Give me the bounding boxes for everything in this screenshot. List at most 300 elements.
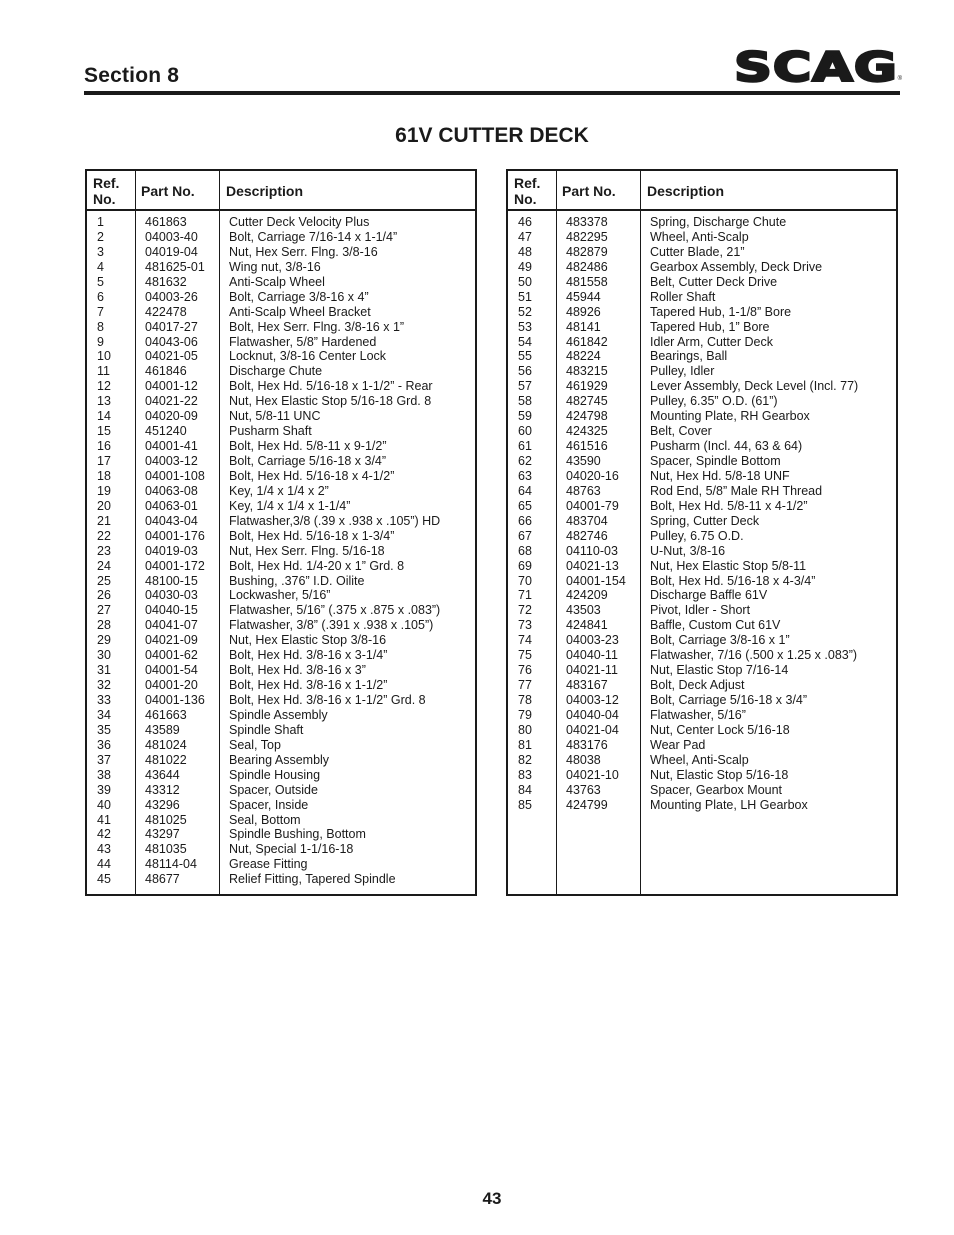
cell-ref-no: 72 xyxy=(518,603,532,618)
cell-description: Bolt, Carriage 5/16-18 x 3/4” xyxy=(229,454,387,468)
cell-description: Bearings, Ball xyxy=(650,349,728,364)
cell-description: Spring, Cutter Deck xyxy=(650,513,760,528)
table-row xyxy=(508,514,896,529)
cell-description: Bolt, Hex Hd. 5/8-11 x 4-1/2” xyxy=(650,498,808,513)
cell-part-no: 04041-07 xyxy=(145,618,198,633)
table-row xyxy=(87,753,475,768)
cell-ref-no: 41 xyxy=(97,812,111,827)
cell-description: Pulley, 6.75 O.D. xyxy=(650,528,744,543)
cell-description: Bearing Assembly xyxy=(229,752,330,767)
cell-ref-no: 27 xyxy=(97,603,111,618)
cell-part-no: 04001-12 xyxy=(145,379,198,394)
cell-ref-no: 50 xyxy=(518,274,532,289)
cell-ref-no: 70 xyxy=(518,573,532,588)
cell-description: Bolt, Carriage 3/8-16 x 1” xyxy=(650,633,790,648)
table-header xyxy=(87,171,475,211)
cell-description: Cutter Blade, 21” xyxy=(650,244,745,259)
table-row xyxy=(508,275,896,290)
cell-ref-no: 66 xyxy=(518,513,532,528)
cell-part-no: 481632 xyxy=(145,274,187,289)
cell-part-no: 04001-41 xyxy=(145,439,198,454)
cell-description: Belt, Cutter Deck Drive xyxy=(650,274,778,289)
table-header xyxy=(508,171,896,211)
cell-ref-no: 55 xyxy=(518,349,532,364)
cell-part-no: 483167 xyxy=(566,678,608,693)
table-row xyxy=(508,798,896,813)
cell-ref-no: 65 xyxy=(518,498,532,513)
cell-ref-no: 19 xyxy=(97,483,111,498)
cell-part-no: 04003-12 xyxy=(145,454,198,468)
cell-part-no: 04001-176 xyxy=(145,528,205,543)
cell-part-no: 424841 xyxy=(566,618,608,633)
cell-part-no: 43503 xyxy=(566,603,601,618)
cell-description: Bolt, Hex Hd. 3/8-16 x 1-1/2” Grd. 8 xyxy=(229,693,426,707)
cell-part-no: 04019-04 xyxy=(145,244,198,259)
cell-ref-no: 43 xyxy=(97,842,111,857)
table-row xyxy=(508,215,896,230)
cell-part-no: 483176 xyxy=(566,737,608,752)
table-row xyxy=(508,409,896,424)
cell-part-no: 48100-15 xyxy=(145,573,198,588)
cell-ref-no: 13 xyxy=(97,394,111,409)
cell-description: Nut, Special 1-1/16-18 xyxy=(229,842,354,857)
cell-ref-no: 18 xyxy=(97,468,111,483)
cell-description: Spindle Bushing, Bottom xyxy=(229,827,366,842)
table-row xyxy=(508,305,896,320)
cell-ref-no: 62 xyxy=(518,454,532,468)
table-row xyxy=(508,424,896,439)
cell-ref-no: 24 xyxy=(97,558,111,573)
cell-part-no: 04021-11 xyxy=(566,663,618,678)
table-row xyxy=(508,544,896,559)
table-row xyxy=(87,484,475,499)
table-row xyxy=(508,245,896,260)
cell-description: Bolt, Hex Hd. 3/8-16 x 3-1/4” xyxy=(229,648,388,663)
cell-ref-no: 68 xyxy=(518,543,532,558)
cell-ref-no: 47 xyxy=(518,229,532,244)
table-row xyxy=(508,335,896,350)
cell-ref-no: 78 xyxy=(518,693,532,707)
cell-part-no: 04001-62 xyxy=(145,648,198,663)
cell-description: Grease Fitting xyxy=(229,857,308,872)
cell-part-no: 482745 xyxy=(566,394,608,409)
table-row xyxy=(508,738,896,753)
header-description: Description xyxy=(647,183,725,199)
cell-description: Nut, Elastic Stop 7/16-14 xyxy=(650,663,789,678)
table-row xyxy=(87,379,475,394)
cell-ref-no: 73 xyxy=(518,618,532,633)
table-row xyxy=(508,574,896,589)
cell-part-no: 04110-03 xyxy=(566,543,618,558)
cell-ref-no: 53 xyxy=(518,319,532,334)
table-row xyxy=(87,738,475,753)
header-ref-no: Ref. No. xyxy=(514,175,541,207)
table-row xyxy=(508,320,896,335)
cell-description: Idler Arm, Cutter Deck xyxy=(650,334,773,349)
cell-part-no: 04021-04 xyxy=(566,722,619,737)
cell-description: Flatwasher, 7/16 (.500 x 1.25 x .083”) xyxy=(650,648,858,663)
cell-description: Nut, Hex Serr. Flng. 5/16-18 xyxy=(229,543,385,558)
cell-part-no: 43296 xyxy=(145,797,180,812)
table-row xyxy=(87,857,475,872)
table-row xyxy=(508,559,896,574)
table-row xyxy=(508,648,896,663)
cell-description: Flatwasher, 5/16” (.375 x .875 x .083”) xyxy=(229,603,441,618)
table-row xyxy=(87,349,475,364)
cell-ref-no: 56 xyxy=(518,364,532,379)
table-row xyxy=(508,260,896,275)
cell-part-no: 04001-136 xyxy=(145,693,205,707)
cell-ref-no: 2 xyxy=(97,229,104,244)
table-row xyxy=(508,588,896,603)
cell-description: Bolt, Hex Serr. Flng. 3/8-16 x 1” xyxy=(229,319,405,334)
cell-ref-no: 21 xyxy=(97,513,111,528)
table-row xyxy=(87,842,475,857)
table-row xyxy=(508,678,896,693)
cell-part-no: 424799 xyxy=(566,797,608,812)
table-row xyxy=(87,260,475,275)
cell-ref-no: 5 xyxy=(97,274,104,289)
table-row xyxy=(508,290,896,305)
cell-part-no: 424209 xyxy=(566,588,608,603)
cell-description: Seal, Bottom xyxy=(229,812,301,827)
page-title: 61V CUTTER DECK xyxy=(395,124,589,147)
cell-ref-no: 59 xyxy=(518,409,532,424)
table-row xyxy=(87,783,475,798)
table-row xyxy=(87,813,475,828)
cell-part-no: 04017-27 xyxy=(145,319,198,334)
header-rule xyxy=(84,91,900,95)
cell-description: Bolt, Hex Hd. 5/16-18 x 4-1/2” xyxy=(229,468,395,483)
cell-part-no: 43763 xyxy=(566,782,601,797)
cell-part-no: 482486 xyxy=(566,259,608,274)
cell-description: Bolt, Carriage 3/8-16 x 4” xyxy=(229,289,369,304)
cell-ref-no: 57 xyxy=(518,379,532,394)
cell-description: Bolt, Hex Hd. 5/16-18 x 1-1/2” - Rear xyxy=(229,379,433,394)
cell-ref-no: 58 xyxy=(518,394,532,409)
cell-ref-no: 10 xyxy=(97,349,111,364)
table-row xyxy=(508,663,896,678)
cell-part-no: 48114-04 xyxy=(145,857,197,872)
cell-description: Nut, 5/8-11 UNC xyxy=(229,409,321,424)
cell-part-no: 424325 xyxy=(566,424,608,439)
cell-description: Lockwasher, 5/16” xyxy=(229,588,331,603)
table-row xyxy=(87,275,475,290)
cell-part-no: 481625-01 xyxy=(145,259,205,274)
cell-part-no: 04001-20 xyxy=(145,678,198,693)
cell-ref-no: 69 xyxy=(518,558,532,573)
table-row xyxy=(87,364,475,379)
cell-part-no: 43590 xyxy=(566,454,601,468)
cell-description: Spacer, Gearbox Mount xyxy=(650,782,783,797)
cell-ref-no: 20 xyxy=(97,498,111,513)
cell-ref-no: 79 xyxy=(518,707,532,722)
cell-part-no: 04019-03 xyxy=(145,543,198,558)
cell-part-no: 482879 xyxy=(566,244,608,259)
cell-part-no: 04043-04 xyxy=(145,513,198,528)
table-row xyxy=(87,648,475,663)
table-row xyxy=(508,364,896,379)
cell-ref-no: 31 xyxy=(97,663,111,678)
cell-description: Roller Shaft xyxy=(650,289,716,304)
cell-ref-no: 39 xyxy=(97,782,111,797)
cell-description: Nut, Hex Serr. Flng. 3/8-16 xyxy=(229,244,378,259)
table-row xyxy=(508,708,896,723)
cell-part-no: 483704 xyxy=(566,513,608,528)
cell-part-no: 48763 xyxy=(566,483,601,498)
table-row xyxy=(87,618,475,633)
cell-description: Mounting Plate, RH Gearbox xyxy=(650,409,810,424)
cell-part-no: 461663 xyxy=(145,707,187,722)
cell-part-no: 43589 xyxy=(145,722,180,737)
cell-description: Bolt, Hex Hd. 3/8-16 x 1-1/2” xyxy=(229,678,388,693)
cell-description: Gearbox Assembly, Deck Drive xyxy=(650,259,823,274)
table-row xyxy=(87,559,475,574)
cell-ref-no: 26 xyxy=(97,588,111,603)
cell-description: Baffle, Custom Cut 61V xyxy=(650,618,781,633)
cell-ref-no: 64 xyxy=(518,483,532,498)
cell-ref-no: 76 xyxy=(518,663,532,678)
cell-part-no: 481025 xyxy=(145,812,187,827)
logo-text: SCAG xyxy=(734,45,898,91)
cell-description: Nut, Hex Hd. 5/8-18 UNF xyxy=(650,468,790,483)
cell-part-no: 424798 xyxy=(566,409,608,424)
cell-part-no: 422478 xyxy=(145,304,187,319)
cell-ref-no: 28 xyxy=(97,618,111,633)
cell-ref-no: 51 xyxy=(518,289,532,304)
cell-description: Flatwasher, 5/16” xyxy=(650,707,746,722)
cell-description: Wing nut, 3/8-16 xyxy=(229,259,321,274)
cell-part-no: 04040-11 xyxy=(566,648,618,663)
cell-part-no: 48224 xyxy=(566,349,601,364)
table-row xyxy=(87,633,475,648)
table-row xyxy=(87,454,475,469)
header-description: Description xyxy=(226,183,304,199)
cell-ref-no: 42 xyxy=(97,827,111,842)
cell-ref-no: 30 xyxy=(97,648,111,663)
cell-ref-no: 9 xyxy=(97,334,104,349)
table-row xyxy=(87,409,475,424)
cell-ref-no: 52 xyxy=(518,304,532,319)
table-row xyxy=(508,783,896,798)
cell-ref-no: 61 xyxy=(518,439,532,454)
cell-description: Relief Fitting, Tapered Spindle xyxy=(229,872,396,887)
cell-part-no: 04003-40 xyxy=(145,229,198,244)
cell-description: Pulley, 6.35” O.D. (61”) xyxy=(650,394,778,409)
cell-description: Bolt, Carriage 7/16-14 x 1-1/4” xyxy=(229,229,398,244)
table-row xyxy=(87,723,475,738)
table-row xyxy=(508,394,896,409)
cell-description: Pivot, Idler - Short xyxy=(650,603,751,618)
table-row xyxy=(87,693,475,708)
cell-description: Bolt, Hex Hd. 3/8-16 x 3” xyxy=(229,663,366,678)
cell-ref-no: 60 xyxy=(518,424,532,439)
cell-part-no: 04021-05 xyxy=(145,349,198,364)
page-number: 43 xyxy=(482,1189,502,1208)
table-row xyxy=(508,230,896,245)
cell-part-no: 04001-79 xyxy=(566,498,619,513)
cell-description: Flatwasher, 5/8” Hardened xyxy=(229,334,377,349)
cell-description: Nut, Hex Elastic Stop 5/16-18 Grd. 8 xyxy=(229,394,432,409)
cell-part-no: 04021-22 xyxy=(145,394,198,409)
cell-ref-no: 84 xyxy=(518,782,532,797)
cell-description: Seal, Top xyxy=(229,737,281,752)
table-row xyxy=(508,454,896,469)
cell-part-no: 48926 xyxy=(566,304,601,319)
table-row xyxy=(87,872,475,887)
table-row xyxy=(508,484,896,499)
cell-part-no: 04001-54 xyxy=(145,663,198,678)
cell-ref-no: 1 xyxy=(97,215,104,229)
cell-ref-no: 45 xyxy=(97,872,111,887)
cell-ref-no: 63 xyxy=(518,468,532,483)
cell-ref-no: 8 xyxy=(97,319,104,334)
table-row xyxy=(87,603,475,618)
cell-ref-no: 22 xyxy=(97,528,111,543)
cell-part-no: 04003-12 xyxy=(566,693,619,707)
cell-description: Belt, Cover xyxy=(650,424,712,439)
cell-ref-no: 12 xyxy=(97,379,111,394)
cell-description: Spindle Assembly xyxy=(229,707,328,722)
table-row xyxy=(508,768,896,783)
cell-part-no: 04043-06 xyxy=(145,334,198,349)
cell-part-no: 481022 xyxy=(145,752,187,767)
cell-ref-no: 23 xyxy=(97,543,111,558)
table-row xyxy=(87,544,475,559)
table-body xyxy=(508,215,896,813)
table-row xyxy=(87,574,475,589)
table-row xyxy=(87,827,475,842)
cell-ref-no: 48 xyxy=(518,244,532,259)
table-row xyxy=(508,603,896,618)
cell-description: Wheel, Anti-Scalp xyxy=(650,229,749,244)
cell-ref-no: 37 xyxy=(97,752,111,767)
cell-part-no: 45944 xyxy=(566,289,601,304)
table-row xyxy=(87,305,475,320)
cell-part-no: 04040-04 xyxy=(566,707,619,722)
table-row xyxy=(508,349,896,364)
cell-ref-no: 6 xyxy=(97,289,104,304)
cell-description: Pusharm (Incl. 44, 63 & 64) xyxy=(650,439,803,454)
parts-table-right xyxy=(506,169,898,896)
table-row xyxy=(87,320,475,335)
table-row xyxy=(87,514,475,529)
section-title: Section 8 xyxy=(84,64,180,87)
cell-description: Bolt, Hex Hd. 1/4-20 x 1” Grd. 8 xyxy=(229,558,405,573)
table-row xyxy=(87,335,475,350)
cell-description: Rod End, 5/8” Male RH Thread xyxy=(650,483,823,498)
table-row xyxy=(87,245,475,260)
cell-description: Mounting Plate, LH Gearbox xyxy=(650,797,808,812)
table-row xyxy=(87,588,475,603)
cell-ref-no: 49 xyxy=(518,259,532,274)
cell-ref-no: 32 xyxy=(97,678,111,693)
table-row xyxy=(87,663,475,678)
cell-ref-no: 7 xyxy=(97,304,104,319)
table-body xyxy=(87,215,475,887)
cell-part-no: 482746 xyxy=(566,528,608,543)
table-row xyxy=(508,529,896,544)
cell-description: Tapered Hub, 1” Bore xyxy=(650,319,770,334)
cell-description: Discharge Chute xyxy=(229,364,323,379)
cell-ref-no: 81 xyxy=(518,737,532,752)
cell-part-no: 481558 xyxy=(566,274,608,289)
cell-description: Spacer, Outside xyxy=(229,782,318,797)
cell-description: Bushing, .376” I.D. Oilite xyxy=(229,573,365,588)
cell-ref-no: 34 xyxy=(97,707,111,722)
cell-description: Flatwasher,3/8 (.39 x .938 x .105”) HD xyxy=(229,513,441,528)
cell-ref-no: 35 xyxy=(97,722,111,737)
cell-description: Spindle Housing xyxy=(229,767,321,782)
cell-part-no: 04020-09 xyxy=(145,409,198,424)
table-row xyxy=(508,618,896,633)
table-row xyxy=(508,469,896,484)
cell-part-no: 451240 xyxy=(145,424,187,439)
cell-description: Bolt, Hex Hd. 5/16-18 x 4-3/4” xyxy=(650,573,816,588)
scag-logo xyxy=(734,45,898,91)
cell-part-no: 483378 xyxy=(566,215,608,229)
cell-part-no: 461863 xyxy=(145,215,187,229)
cell-part-no: 461846 xyxy=(145,364,187,379)
cell-description: Nut, Hex Elastic Stop 3/8-16 xyxy=(229,633,387,648)
table-row xyxy=(87,798,475,813)
cell-ref-no: 29 xyxy=(97,633,111,648)
table-row xyxy=(87,768,475,783)
cell-description: U-Nut, 3/8-16 xyxy=(650,543,726,558)
table-row xyxy=(87,230,475,245)
cell-part-no: 04020-16 xyxy=(566,468,619,483)
cell-part-no: 461929 xyxy=(566,379,608,394)
table-row xyxy=(508,499,896,514)
cell-description: Nut, Elastic Stop 5/16-18 xyxy=(650,767,789,782)
cell-description: Wear Pad xyxy=(650,737,706,752)
cell-ref-no: 82 xyxy=(518,752,532,767)
cell-part-no: 461842 xyxy=(566,334,608,349)
cell-part-no: 481035 xyxy=(145,842,187,857)
cell-description: Nut, Hex Elastic Stop 5/8-11 xyxy=(650,558,807,573)
cell-description: Bolt, Deck Adjust xyxy=(650,678,745,693)
cell-part-no: 04001-154 xyxy=(566,573,626,588)
cell-ref-no: 36 xyxy=(97,737,111,752)
cell-part-no: 43644 xyxy=(145,767,180,782)
cell-description: Discharge Baffle 61V xyxy=(650,588,768,603)
cell-description: Spacer, Spindle Bottom xyxy=(650,454,781,468)
cell-description: Key, 1/4 x 1/4 x 2” xyxy=(229,483,329,498)
cell-part-no: 48677 xyxy=(145,872,180,887)
header-part-no: Part No. xyxy=(141,183,195,199)
cell-ref-no: 83 xyxy=(518,767,532,782)
cell-part-no: 483215 xyxy=(566,364,608,379)
cell-ref-no: 75 xyxy=(518,648,532,663)
page-header xyxy=(84,44,900,96)
table-row xyxy=(87,529,475,544)
cell-ref-no: 40 xyxy=(97,797,111,812)
cell-ref-no: 15 xyxy=(97,424,111,439)
cell-ref-no: 54 xyxy=(518,334,532,349)
cell-ref-no: 33 xyxy=(97,693,111,707)
parts-table-left xyxy=(85,169,477,896)
cell-part-no: 04063-08 xyxy=(145,483,198,498)
cell-ref-no: 44 xyxy=(97,857,111,872)
cell-description: Nut, Center Lock 5/16-18 xyxy=(650,722,790,737)
cell-ref-no: 38 xyxy=(97,767,111,782)
cell-description: Flatwasher, 3/8” (.391 x .938 x .105”) xyxy=(229,618,434,633)
table-row xyxy=(508,379,896,394)
cell-ref-no: 74 xyxy=(518,633,532,648)
cell-part-no: 04001-172 xyxy=(145,558,205,573)
table-row xyxy=(87,678,475,693)
table-row xyxy=(508,633,896,648)
